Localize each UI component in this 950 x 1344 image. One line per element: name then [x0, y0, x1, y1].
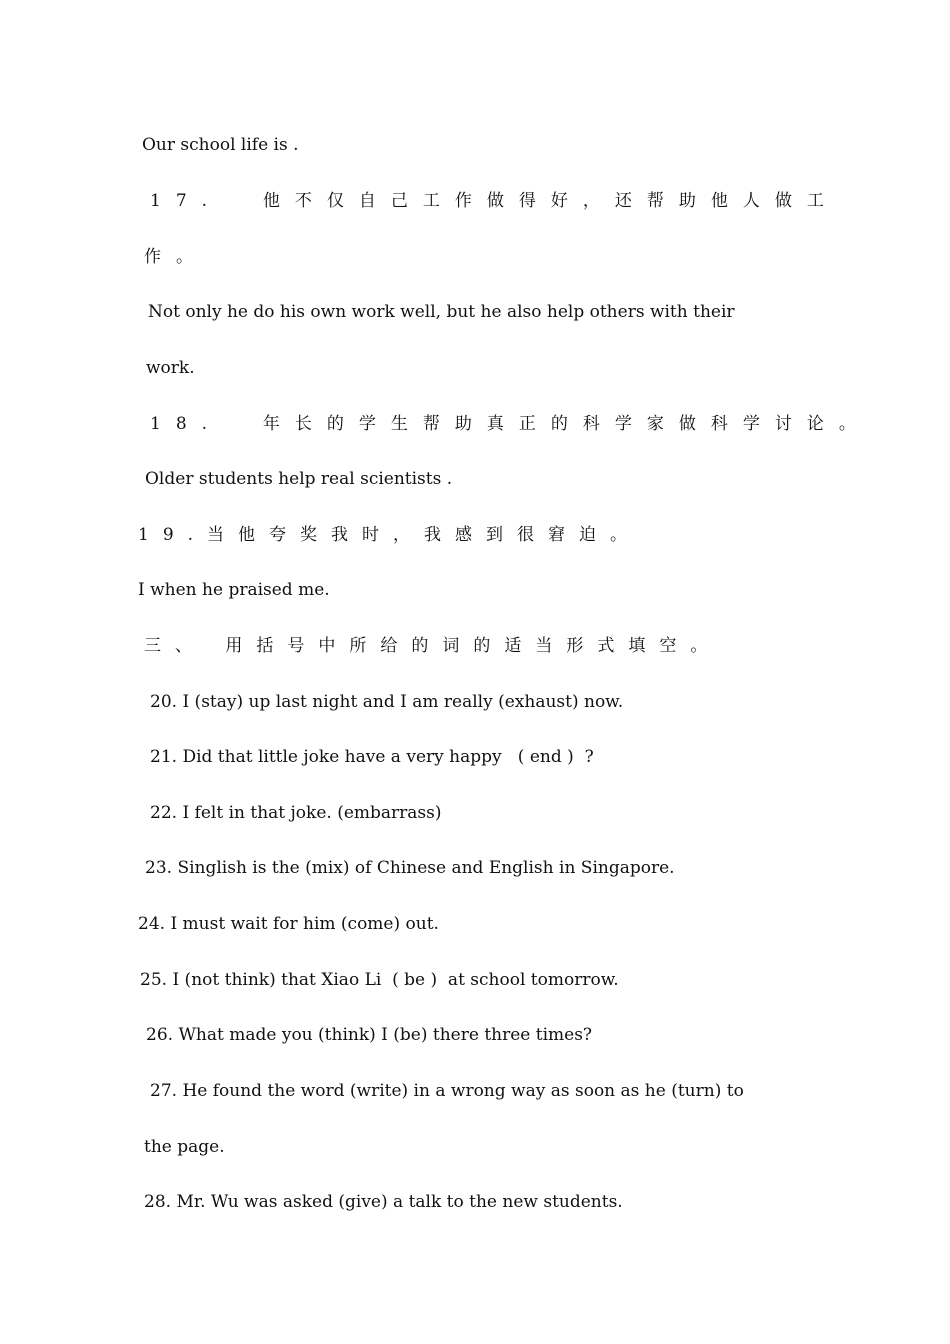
question-19-chinese: 19.当他夸奖我时，我感到很窘迫。 [138, 525, 642, 545]
question-18-chinese: 18. 年长的学生帮助真正的科学家做科学讨论。 [150, 414, 871, 434]
question-23: 23. Singlish is the (mix) of Chinese and English in Singapore. [145, 858, 675, 878]
question-27: 27. He found the word (write) in a wrong way as soon as he (turn) to [150, 1081, 744, 1101]
question-17-chinese: 17. 他不仅自己工作做得好，还帮助他人做工 [150, 191, 839, 211]
section-three-heading: 三、 用括号中所给的词的适当形式填空。 [144, 636, 722, 656]
question-27-cont: the page. [144, 1137, 225, 1157]
question-19-english: I when he praised me. [138, 580, 330, 600]
question-26: 26. What made you (think) I (be) there three times? [146, 1025, 593, 1045]
question-17-english: Not only he do his own work well, but he also help others with their [148, 302, 735, 322]
question-21: 21. Did that little joke have a very happy ( end ) ? [150, 747, 594, 767]
question-17-english-cont: work. [146, 358, 195, 378]
question-17-chinese-cont: 作。 [144, 247, 208, 267]
question-24: 24. I must wait for him (come) out. [138, 914, 439, 934]
question-22: 22. I felt in that joke. (embarrass) [150, 803, 442, 823]
question-18-english: Older students help real scientists . [145, 469, 453, 489]
question-28: 28. Mr. Wu was asked (give) a talk to the new students. [144, 1192, 623, 1212]
question-20: 20. I (stay) up last night and I am really (exhaust) now. [150, 692, 624, 712]
question-25: 25. I (not think) that Xiao Li ( be ) at school tomorrow. [140, 970, 619, 990]
text-line-1: Our school life is . [142, 135, 299, 155]
